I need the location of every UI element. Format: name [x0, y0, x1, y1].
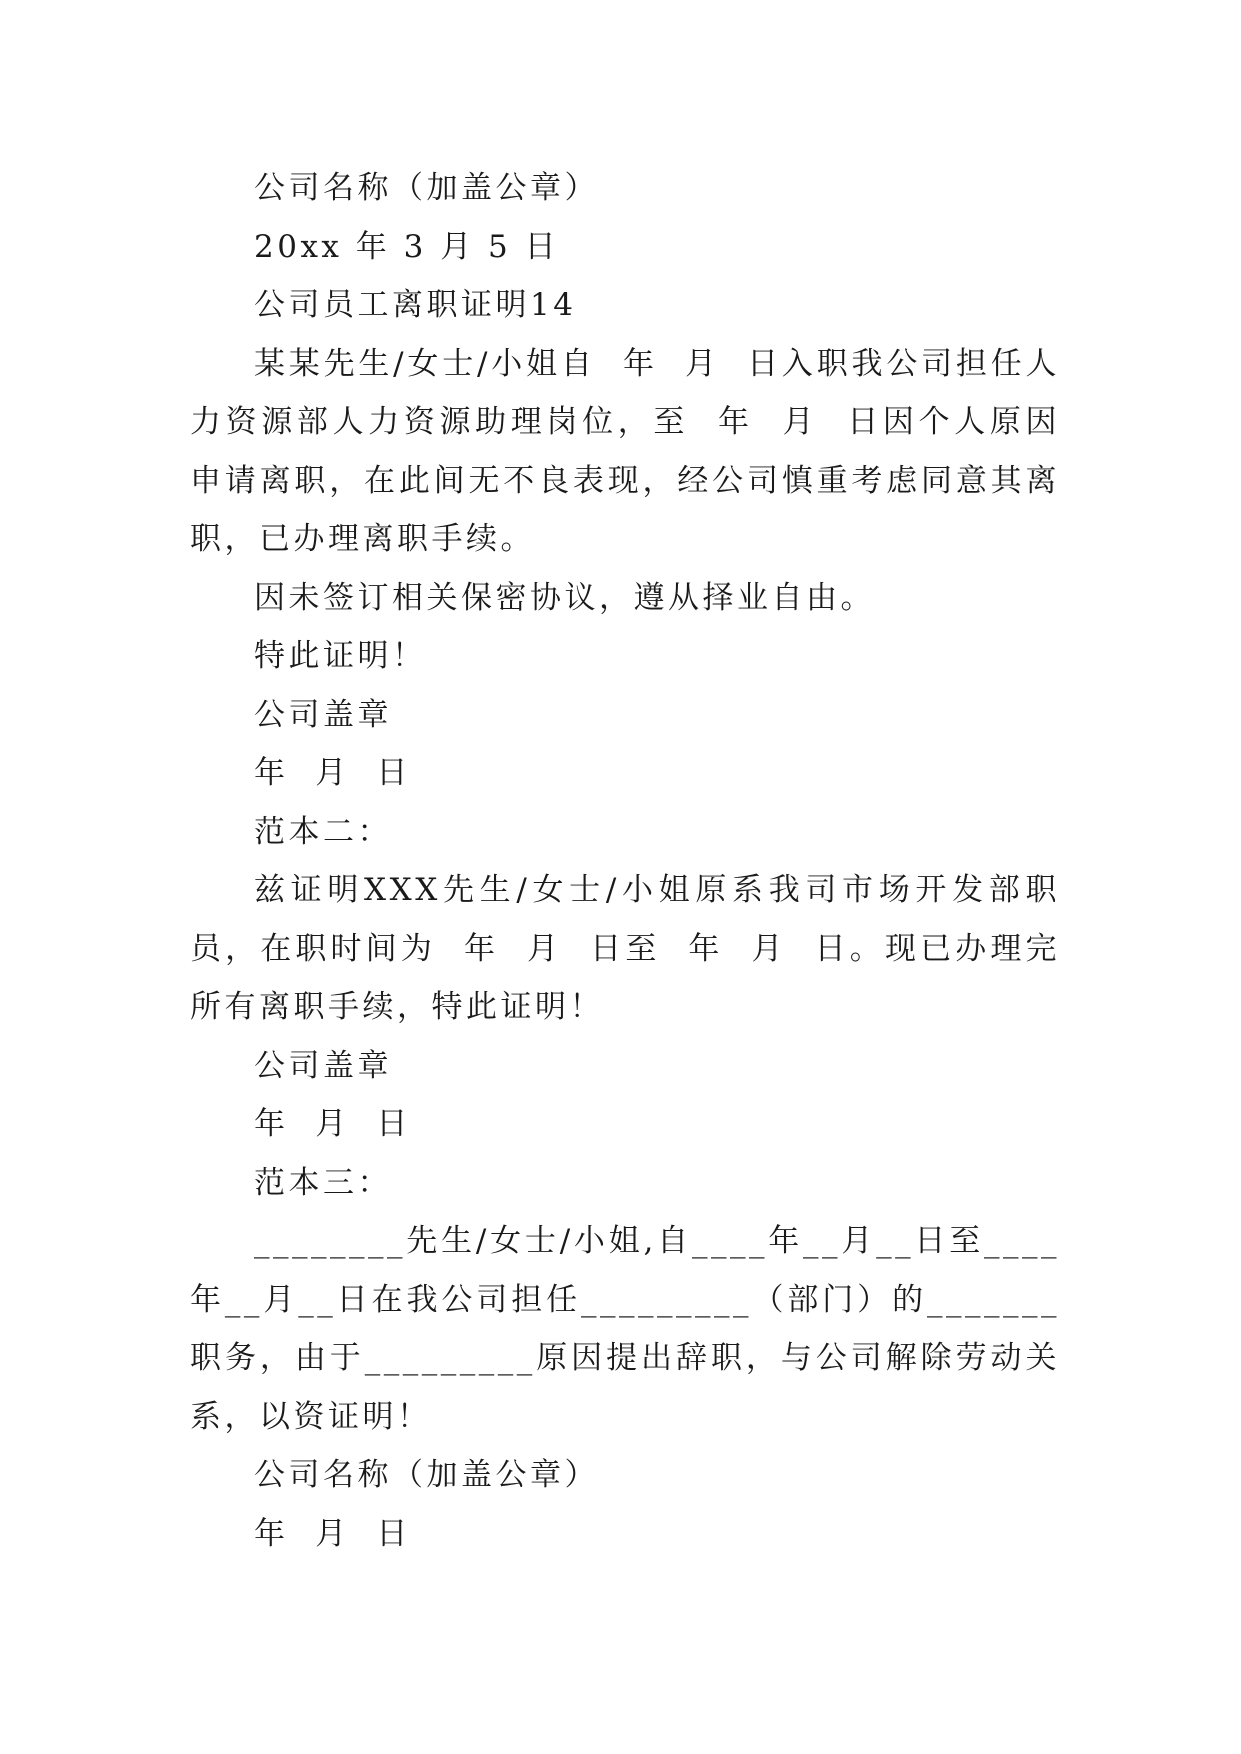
confidentiality-note: 因未签订相关保密协议，遵从择业自由。 [254, 579, 875, 616]
date-line: 年 月 日 [254, 1106, 411, 1142]
company-seal-line: 公司盖章 [254, 696, 392, 733]
template-two-heading: 范本二： [254, 813, 392, 850]
template-three-heading: 范本三： [254, 1164, 392, 1201]
hereby-certify: 特此证明！ [254, 638, 427, 674]
company-seal-line: 公司盖章 [254, 1047, 392, 1084]
issue-date: 20xx 年 3 月 5 日 [254, 228, 560, 265]
certificate-body-paragraph: 某某先生/女士/小姐自 年 月 日入职我公司担任人力资源部人力资源助理岗位，至 年 月 日因个人原因申请离职，在此间无不良表现，经公司慎重考虑同意其离职，已办理离职手续。 [190, 345, 1060, 557]
date-line: 年 月 日 [254, 1515, 411, 1552]
document-body [190, 159, 1060, 1563]
date-line: 年 月 日 [254, 755, 411, 791]
section-title: 公司员工离职证明14 [254, 287, 577, 323]
template-three-body: ________先生/女士/小姐,自____年__月__日至____年__月__日在我公司担任_________（部门）的_______职务，由于_________原因提出辞职，与公司解除劳动关系，以资证明！ [190, 1223, 1060, 1435]
template-two-body: 兹证明XXX先生/女士/小姐原系我司市场开发部职员，在职时间为 年 月 日至 年 月 日。现已办理完所有离职手续，特此证明！ [190, 872, 1060, 1025]
company-name-seal-line: 公司名称（加盖公章） [254, 1457, 599, 1493]
company-name-seal-line: 公司名称（加盖公章） [254, 170, 599, 206]
